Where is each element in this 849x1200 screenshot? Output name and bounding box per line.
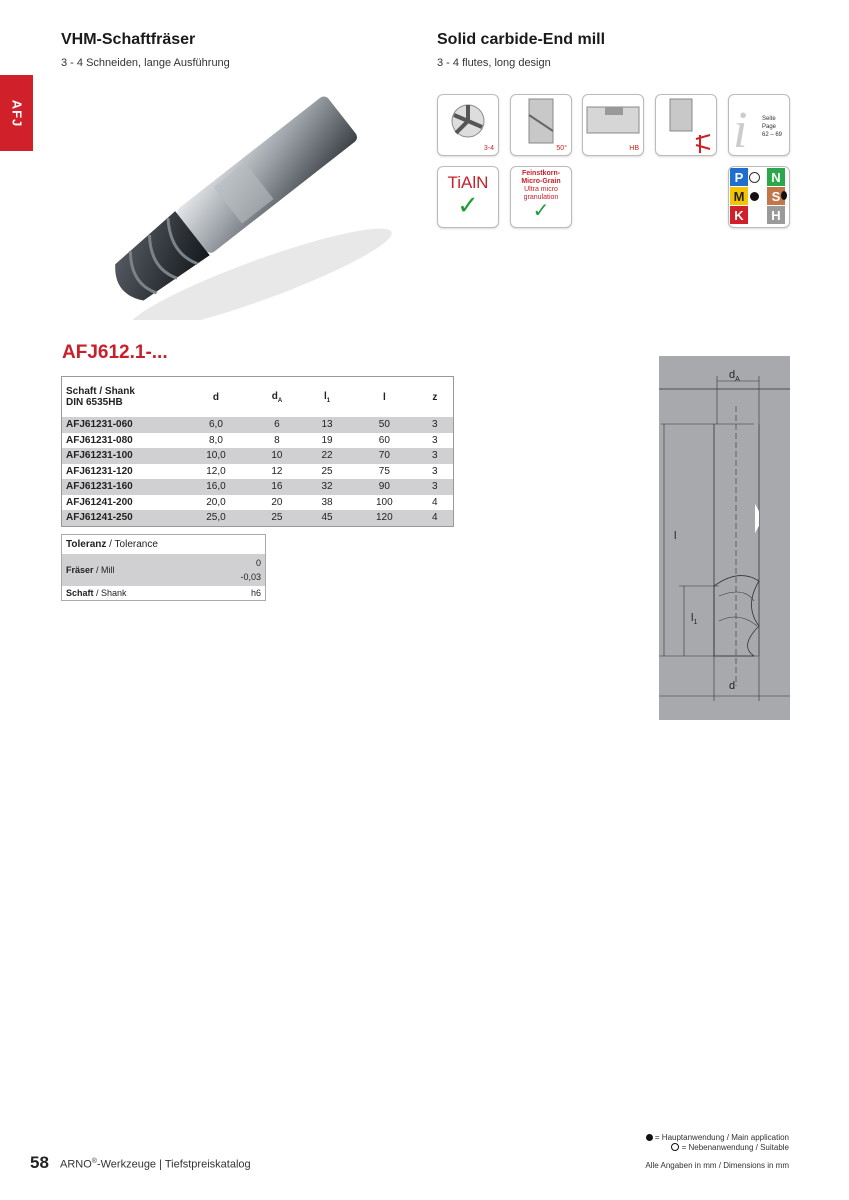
table-row xyxy=(62,479,454,495)
material-h: H xyxy=(767,206,785,224)
units-note: Alle Angaben in mm / Dimensions in mm xyxy=(645,1161,789,1170)
technical-drawing xyxy=(659,356,790,720)
grain-en-1: Ultra micro xyxy=(524,186,558,193)
suitable-marker-icon xyxy=(749,172,760,183)
table-cell: 75 xyxy=(378,465,390,477)
tolerance-title: Toleranz / Tolerance xyxy=(66,539,158,550)
legend-suitable-text: = Nebenanwendung / Suitable xyxy=(681,1143,789,1152)
catalog-title: ARNO®-Werkzeuge | Tiefstpreiskatalog xyxy=(60,1158,251,1171)
grain-de-2: Micro-Grain xyxy=(521,178,561,185)
table-row xyxy=(62,417,454,433)
table-cell: 25 xyxy=(252,510,302,526)
article-code: AFJ61231-100 xyxy=(62,448,181,464)
header-z: z xyxy=(432,391,438,403)
main-marker-icon xyxy=(750,192,759,201)
dimensions-table xyxy=(61,376,454,527)
table-header xyxy=(62,377,454,418)
table-cell: 10,0 xyxy=(180,448,252,464)
table-cell: 32 xyxy=(302,479,352,495)
machining-direction-icon xyxy=(655,94,717,156)
table-cell: 8 xyxy=(274,434,280,446)
article-code: AFJ61231-160 xyxy=(62,479,181,495)
info-icon xyxy=(728,94,790,156)
shank-hb-icon xyxy=(582,94,644,156)
material-m: M xyxy=(730,187,748,205)
table-cell: 50 xyxy=(352,417,417,433)
subtitle-english: 3 - 4 flutes, long design xyxy=(437,57,551,69)
checkmark-icon: ✓ xyxy=(532,200,550,222)
legend-suitable xyxy=(671,1143,789,1152)
subtitle-german: 3 - 4 Schneiden, lange Ausführung xyxy=(61,57,230,69)
header-shank xyxy=(62,377,181,418)
table-cell: 3 xyxy=(432,434,438,446)
table-cell: 3 xyxy=(417,448,454,464)
table-cell: 19 xyxy=(321,434,333,446)
table-row xyxy=(62,510,454,526)
header-l1: $l_1$ xyxy=(323,390,331,404)
material-groups-icon xyxy=(728,166,790,228)
table-cell: 4 xyxy=(417,510,454,526)
table-row xyxy=(62,433,454,449)
material-n: N xyxy=(767,168,785,186)
end-mill-photo xyxy=(60,80,405,320)
table-cell: 6,0 xyxy=(180,417,252,433)
table-cell: 100 xyxy=(376,496,393,508)
drawing-label-da: $d_A$ xyxy=(729,369,740,383)
title-german: VHM-Schaftfräser xyxy=(61,31,196,48)
article-code: AFJ61231-120 xyxy=(66,465,133,477)
drawing-label-l1: $l_1$ xyxy=(691,612,698,626)
table-cell: 60 xyxy=(378,434,390,446)
table-cell: 20 xyxy=(271,496,283,508)
tolerance-shank-label: Schaft / Shank xyxy=(66,588,127,598)
table-cell: 120 xyxy=(352,510,417,526)
table-cell: 45 xyxy=(302,510,352,526)
suitable-marker-icon xyxy=(671,1143,679,1151)
material-p: P xyxy=(730,168,748,186)
material-k: K xyxy=(730,206,748,224)
micro-grain-icon xyxy=(510,166,572,228)
article-code: AFJ61241-250 xyxy=(62,510,181,526)
main-marker-icon xyxy=(781,191,787,200)
material-s: S xyxy=(767,187,785,205)
helix-angle-label: 50° xyxy=(556,145,567,152)
header-da: $d_A$ xyxy=(271,390,283,404)
info-text-1: Seite Page xyxy=(762,116,777,130)
section-tab-label: AFJ xyxy=(9,99,24,127)
grain-en-2: granulation xyxy=(523,194,559,201)
table-cell: 25,0 xyxy=(180,510,252,526)
table-cell: 12 xyxy=(271,465,283,477)
tolerance-shank-value: h6 xyxy=(250,588,261,598)
tolerance-mill-label: Fräser / Mill xyxy=(62,554,206,586)
grain-de-1: Feinstkorn- xyxy=(521,170,561,177)
main-marker-icon xyxy=(646,1134,653,1141)
table-cell: 25 xyxy=(321,465,333,477)
drawing-label-d: d xyxy=(729,680,736,692)
table-cell: 8,0 xyxy=(209,434,223,446)
product-code: AFJ612.1-... xyxy=(62,342,168,363)
legend-main-text: = Hauptanwendung / Main application xyxy=(654,1133,789,1142)
table-cell: 6 xyxy=(252,417,302,433)
article-code: AFJ61241-200 xyxy=(66,496,133,508)
table-row xyxy=(62,448,454,464)
shank-hb-label: HB xyxy=(629,145,639,152)
coating-icon xyxy=(437,166,499,228)
page-number: 58 xyxy=(30,1153,49,1172)
table-row xyxy=(62,464,454,480)
tolerance-table xyxy=(61,534,266,601)
article-code: AFJ61231-060 xyxy=(62,417,181,433)
table-cell: 4 xyxy=(432,496,438,508)
section-tab xyxy=(0,75,33,151)
table-cell: 20,0 xyxy=(206,496,226,508)
article-code: AFJ61231-080 xyxy=(66,434,133,446)
info-text-2: 62 – 69 xyxy=(762,132,783,138)
checkmark-icon: ✓ xyxy=(457,190,479,220)
title-english: Solid carbide-End mill xyxy=(437,31,606,48)
tolerance-mill-value: 0 -0,03 xyxy=(205,554,265,586)
table-cell: 38 xyxy=(321,496,333,508)
table-cell: 13 xyxy=(302,417,352,433)
table-cell: 3 xyxy=(417,479,454,495)
table-cell: 10 xyxy=(252,448,302,464)
flutes-icon xyxy=(437,94,499,156)
flutes-label: 3-4 xyxy=(483,145,494,152)
header-shank-line2: DIN 6535HB xyxy=(66,397,123,408)
table-cell: 3 xyxy=(417,417,454,433)
table-cell: 22 xyxy=(302,448,352,464)
header-l: l xyxy=(382,391,386,403)
header-shank-line1: Schaft / Shank xyxy=(66,386,135,397)
coating-label: TiAlN xyxy=(447,173,489,192)
table-cell: 16 xyxy=(252,479,302,495)
table-row xyxy=(62,495,454,511)
drawing-label-l: l xyxy=(674,530,677,542)
table-cell: 3 xyxy=(432,465,438,477)
legend-main xyxy=(646,1133,789,1142)
table-cell: 90 xyxy=(352,479,417,495)
table-cell: 70 xyxy=(352,448,417,464)
table-cell: 12,0 xyxy=(206,465,226,477)
helix-angle-icon xyxy=(510,94,572,156)
table-cell: 16,0 xyxy=(180,479,252,495)
svg-text:i: i xyxy=(733,102,748,155)
header-d: d xyxy=(212,391,219,403)
